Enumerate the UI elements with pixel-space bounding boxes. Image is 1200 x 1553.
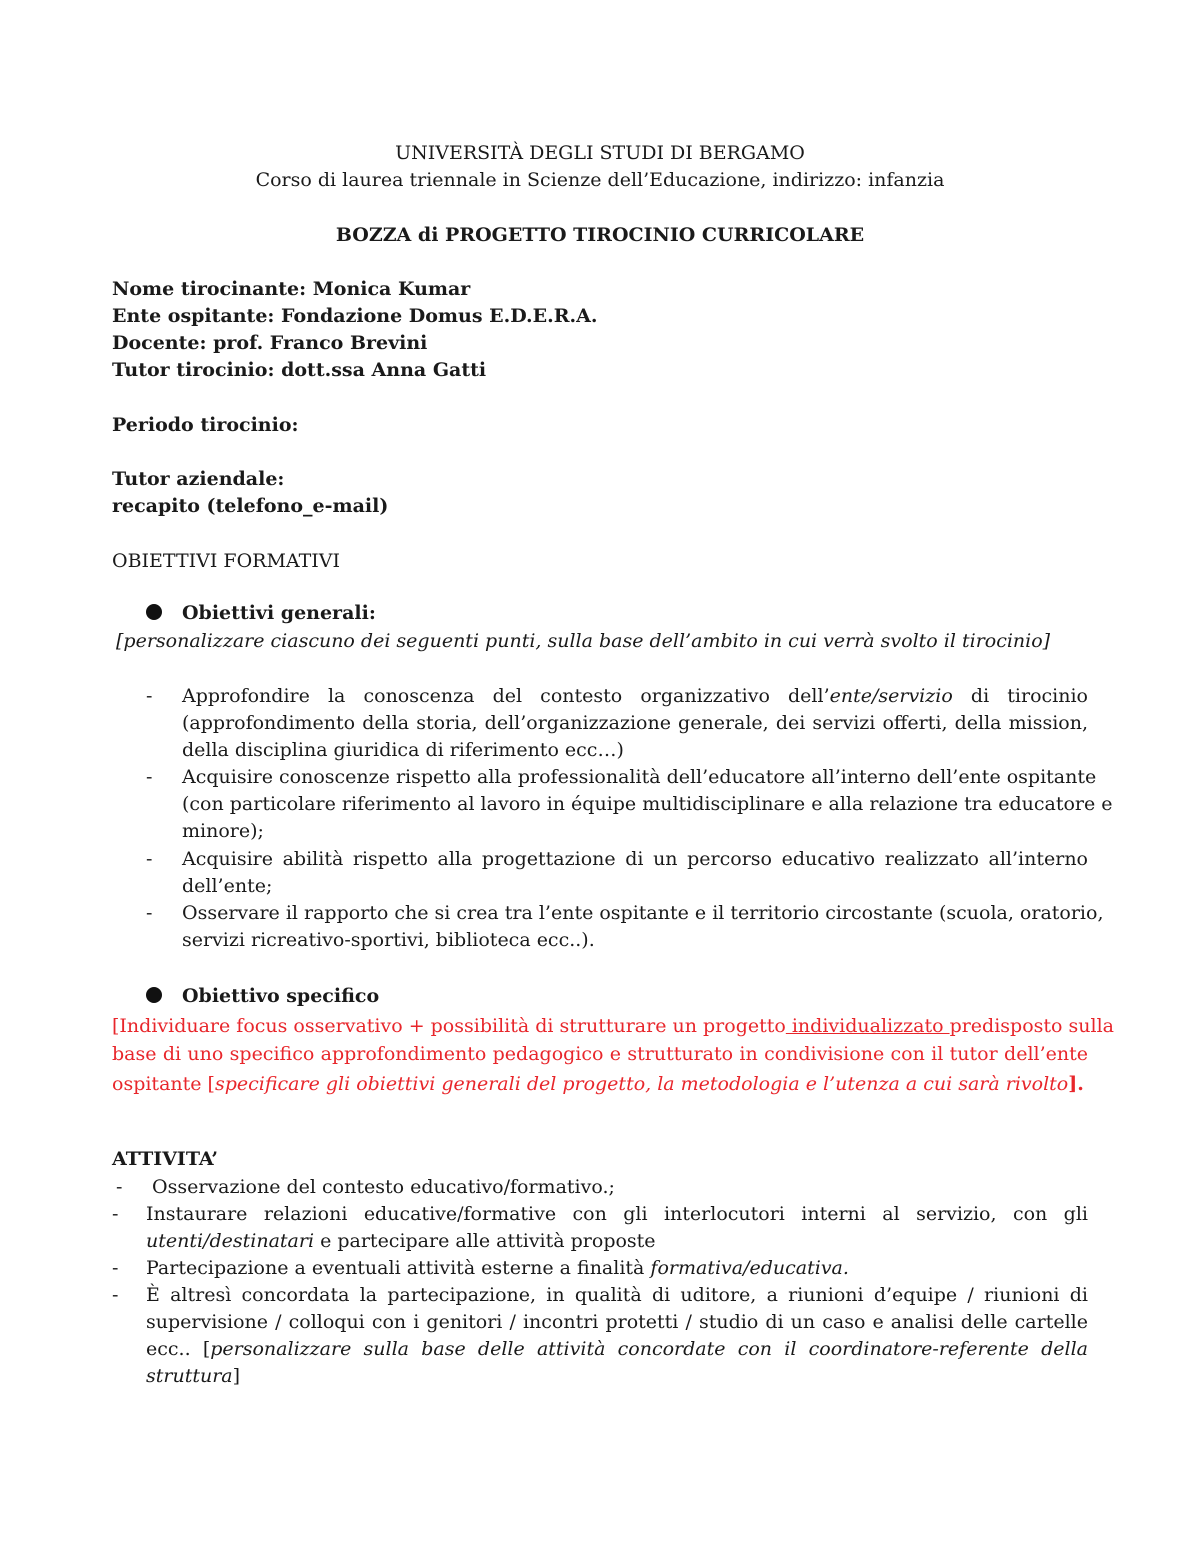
dash-marker: -	[146, 766, 153, 788]
section-heading-objectives: OBIETTIVI FORMATIVI	[112, 550, 340, 572]
dash-marker: -	[116, 1176, 123, 1198]
activity-item: Osservazione del contesto educativo/formativo.;	[152, 1176, 615, 1198]
activity-item-continued: ecc.. [personalizzare sulla base delle attività concordate con il coordinatore-referente della	[146, 1338, 1088, 1360]
dash-marker: -	[146, 902, 153, 924]
specific-objective-title: Obiettivo specifico	[182, 985, 380, 1007]
general-objectives-title: Obiettivi generali:	[182, 602, 376, 624]
internship-tutor: Tutor tirocinio: dott.ssa Anna Gatti	[112, 359, 487, 381]
specific-objective-text: base di uno specifico approfondimento pedagogico e strutturato in condivisione con il tutor dell’ente	[112, 1043, 1088, 1065]
objective-item: Osservare il rapporto che si crea tra l’ente ospitante e il territorio circostante (scuola, oratorio,	[182, 902, 1104, 924]
internship-period: Periodo tirocinio:	[112, 414, 299, 436]
activity-item-continued: struttura]	[146, 1365, 241, 1387]
dash-marker: -	[112, 1284, 119, 1306]
objective-item-continued: (con particolare riferimento al lavoro in équipe multidisciplinare e alla relazione tra educatore e	[182, 793, 1113, 815]
host-institution: Ente ospitante: Fondazione Domus E.D.E.R.A.	[112, 305, 598, 327]
objective-item-continued: minore);	[182, 820, 264, 842]
section-heading-activities: ATTIVITA’	[112, 1148, 219, 1170]
objective-item: Acquisire conoscenze rispetto alla professionalità dell’educatore all’interno dell’ente ospitante	[182, 766, 1097, 788]
dash-marker: -	[112, 1203, 119, 1225]
dash-marker: -	[146, 848, 153, 870]
activity-item: È altresì concordata la partecipazione, in qualità di uditore, a riunioni d’equipe / riunioni di	[146, 1284, 1088, 1306]
document-title: BOZZA di PROGETTO TIROCINIO CURRICOLARE	[335, 224, 865, 246]
activity-item: Instaurare relazioni educative/formative con gli interlocutori interni al servizio, con gli	[146, 1203, 1088, 1225]
activity-item: Partecipazione a eventuali attività esterne a finalità formativa/educativa.	[146, 1257, 849, 1279]
objective-item: Approfondire la conoscenza del contesto organizzativo dell’ente/servizio di tirocinio	[182, 685, 1088, 707]
course-name: Corso di laurea triennale in Scienze dell’Educazione, indirizzo: infanzia	[255, 169, 945, 191]
specific-objective-text: [Individuare focus osservativo + possibilità di strutturare un progetto individualizzato predisposto sulla	[112, 1015, 1114, 1037]
objective-item-continued: (approfondimento della storia, dell’organizzazione generale, dei servizi offerti, della mission,	[182, 712, 1088, 734]
specific-objective-text: ospitante [specificare gli obiettivi generali del progetto, la metodologia e l’utenza a cui sarà rivolto].	[112, 1073, 1084, 1095]
objective-item: Acquisire abilità rispetto alla progettazione di un percorso educativo realizzato all’interno	[182, 848, 1088, 870]
dash-marker: -	[146, 685, 153, 707]
activity-item-continued: utenti/destinatari e partecipare alle attività proposte	[146, 1230, 656, 1252]
objective-item-continued: dell’ente;	[182, 875, 273, 897]
activity-item-continued: supervisione / colloqui con i genitori / incontri protetti / studio di un caso e analisi delle cartelle	[146, 1311, 1088, 1333]
company-tutor: Tutor aziendale:	[112, 468, 285, 490]
bullet-icon	[146, 604, 162, 620]
objective-item-continued: della disciplina giuridica di riferimento ecc…)	[182, 739, 624, 761]
university-name: UNIVERSITÀ DEGLI STUDI DI BERGAMO	[395, 142, 805, 164]
objective-item-continued: servizi ricreativo-sportivi, biblioteca ecc..).	[182, 929, 595, 951]
student-name: Nome tirocinante: Monica Kumar	[112, 278, 471, 300]
dash-marker: -	[112, 1257, 119, 1279]
general-objectives-note: [personalizzare ciascuno dei seguenti punti, sulla base dell’ambito in cui verrà svolto il tirocinio]	[116, 630, 1051, 652]
professor: Docente: prof. Franco Brevini	[112, 332, 428, 354]
contact-info: recapito (telefono_e-mail)	[112, 495, 389, 517]
bullet-icon	[146, 987, 162, 1003]
